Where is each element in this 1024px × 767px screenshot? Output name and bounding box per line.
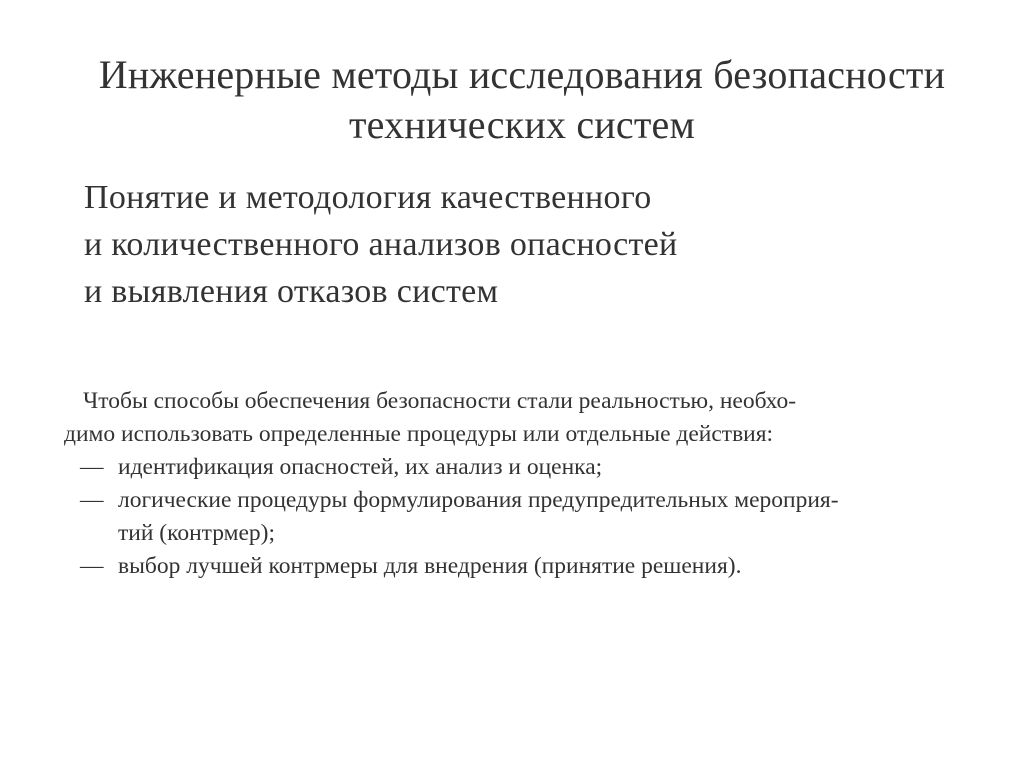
dash-marker: —	[80, 454, 104, 480]
body-paragraph	[0, 385, 1024, 583]
list-item-continuation: тий (контрмер);	[118, 520, 276, 546]
title-line-1: Инженерные методы исследования безопасности	[98, 52, 946, 97]
list-item	[0, 451, 1024, 484]
list-item-text: выбор лучшей контрмеры для внедрения (принятие решения).	[118, 553, 742, 579]
subtitle-line-2: и количественного анализов опасностей	[84, 226, 678, 263]
intro-line-1: Чтобы способы обеспечения безопасности стали реальностью, необхо-	[83, 388, 797, 414]
list-item-text: логические процедуры формулирования предупредительных мероприя-	[118, 487, 839, 513]
section-subtitle	[84, 174, 984, 315]
subtitle-line-1: Понятие и методология качественного	[84, 179, 652, 216]
subtitle-line-3: и выявления отказов систем	[84, 273, 499, 310]
dash-marker: —	[80, 553, 104, 579]
list-item	[0, 484, 1024, 517]
dash-marker: —	[80, 487, 104, 513]
list-item-text: идентификация опасностей, их анализ и оценка;	[118, 454, 603, 480]
page-title	[20, 50, 1024, 150]
intro-line-2: димо использовать определенные процедуры или отдельные действия:	[64, 421, 774, 447]
list-item	[0, 550, 1024, 583]
title-line-2: технических систем	[348, 102, 696, 147]
